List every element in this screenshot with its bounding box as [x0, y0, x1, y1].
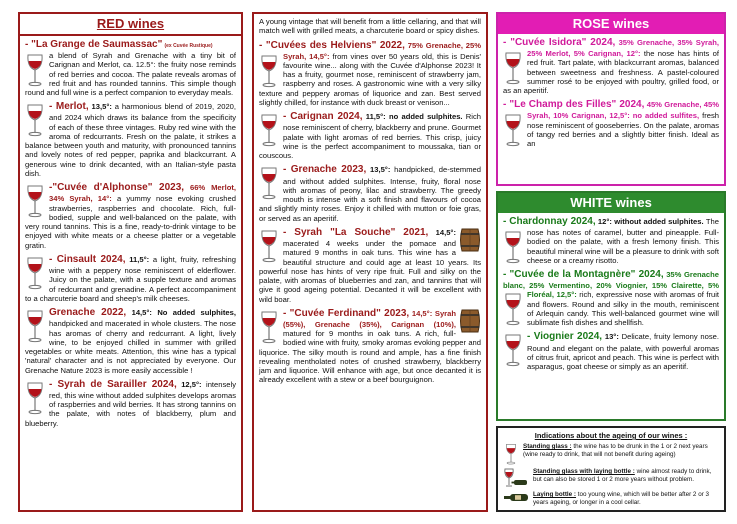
wine-suffix: 14,5°: No added sulphites, [131, 308, 236, 318]
wine-description: the nose has hints of red fruit. Tart palate, with blackcurrant aromas, balanced between sweetness and freshness. A pastel-coloured summer rosé to be enjoyed with poultry, grilled food, or as an aperitif. [503, 49, 719, 96]
wine-suffix: 35% Grenache, 35% Syrah, 25% Merlot, 5% Carignan, 12°: [527, 37, 719, 59]
wine-glass-icon [503, 333, 523, 367]
wine-entry [25, 379, 236, 428]
wine-name: - "Cuvées des Helviens" 2022, [259, 39, 405, 51]
oak-barrel-icon [459, 227, 481, 253]
wine-name: -"Cuvée d'Alphonse" 2023, [49, 182, 185, 194]
wine-glass-icon [259, 113, 279, 147]
wine-description: a blend of Syrah and Grenache with a tiny bit of Carignan and Merlot, ca. 12.5°: the fruity nose reminds of red berries and cocoa. The palate reveals aromas of red fruit and has rounded tannins. This simple though round and full wine is a perfect companion to everyday meals. [25, 51, 236, 98]
wine-description: fresh nose reminiscent of gooseberries. On the palate, aromas of tangy red berries and a slightly bitter finish. Ideal as an [527, 111, 719, 149]
wine-glass-icon [25, 184, 45, 218]
legend-row [503, 468, 719, 488]
wine-name: - Viognier 2024, [527, 331, 603, 343]
legend-text: the wine has to be drunk in the 1 or 2 next years (wine ready to drink, that will not benefit during ageing) [523, 443, 708, 458]
wine-name: - "Cuvée Isidora" 2024, [503, 36, 616, 48]
wine-description: intensely red, this wine without added sulphites develops aromas of raspberries and wild berries. It has strong tannins on the palate, with notes of blackberry, plum and blueberry. [25, 379, 236, 428]
wine-suffix: 45% Grenache, 45% Syrah, 10% Carignan, 12,5°: no added sulfites, [527, 100, 719, 121]
wine-suffix: 13°: [604, 332, 619, 342]
wine-entry [25, 307, 236, 375]
wine-name: - Chardonnay 2024, [503, 215, 596, 227]
wine-intro-text: A young vintage that will benefit from a little cellaring, and that will match well with grilled meats, a charcuterie board or spicy dishes. [259, 17, 481, 36]
wine-glass-icon [25, 103, 45, 137]
red-wines-header: RED wines [20, 14, 241, 36]
wine-glass-icon [503, 51, 523, 85]
wine-glass-icon [503, 443, 519, 465]
wine-description: macerated 4 weeks under the pomace and matured 9 months in oak tuns. This wine has a beautiful structure and could age at least 10 years. Its powerful nose has hints of very ripe fruit. Full and silky on the palate, with aromas of blueberries and zan, and tannins that will give it good ageing potential. Decanted it will be excellent with wild boar. [259, 239, 481, 304]
wine-glass-icon [25, 53, 45, 87]
legend-row [503, 491, 719, 506]
wine-description: matured for 9 months in oak tuns. A rich, full-bodied wine with fruity, smoky aromas evoking pepper and liquorice. The silky mouth is round and ample, has a fine finish revealing mentholated notes of crushed strawberry, blackberry jam and liquorice. Will enhance with age, but once decanted it is already excellent with a stew or a beef bourguignon. [259, 329, 481, 385]
wine-description: Delicate, fruity lemony nose. Round and elegant on the palate, with powerful aromas of citrus fruit, apricot and peach. This wine is perfect with asparagus, goat cheese or simply as an aperitif. [527, 332, 719, 372]
wine-entry [25, 101, 236, 178]
wine-suffix: (ex Cuvée Rustique) [164, 42, 213, 49]
wine-description: a light, fruity, refreshing wine with a peppery nose reminiscent of elderflower. Juicy on the palate, with a supple texture and aromas of redcurrant and grenadine. A perfect accompaniment to a charcuterie board and sheep's milk cheeses. [25, 254, 236, 303]
wine-entry [503, 99, 719, 148]
wine-entry [259, 111, 481, 160]
wine-description: The nose has notes of caramel, butter and pineapple. Full-bodied on the palate, with a fresh lemony finish. This beautiful mineral wine will be a pleasure to drink with soft cheese or a creamy risotto. [527, 216, 719, 265]
legend-row [503, 443, 719, 465]
wine-entry [259, 164, 481, 222]
wine-description: a harmonious blend of 2019, 2020, and 2024 which draws its balance from the specificity of each of these three vintages. Ruby red wine with the aroma of redcurrants. Fresh on the palate, it strikes a balance between youth and maturity, with pronounced tannins and lovely notes of red pepper, paprika and blackcurrant. A generous wine to drink decanted, with an Italian-style pasta dish. [25, 102, 236, 178]
wine-suffix: 11,5°: no added sulphites. [365, 112, 463, 122]
wine-glass-icon [503, 113, 523, 147]
wine-name: - Carignan 2024, [283, 111, 363, 123]
legend-text: wine almost ready to drink, but can also be stored 1 or 2 more years without problem. [533, 468, 712, 483]
wine-suffix: 12,5°: [181, 379, 202, 389]
wine-glass-icon [259, 310, 279, 344]
wine-entry [503, 331, 719, 371]
wine-glass-icon [503, 230, 523, 264]
wine-entry [503, 37, 719, 95]
wine-name: - Syrah "La Souche" 2021, [283, 226, 429, 238]
legend-label: Laying bottle : [533, 491, 577, 499]
wine-suffix: 13,5°: [91, 102, 112, 112]
wine-glass-icon [259, 166, 279, 200]
red-wines-continued-panel [252, 12, 488, 512]
wine-name: - Grenache 2023, [283, 164, 367, 176]
wine-glass-with-bottle-icon [503, 468, 529, 488]
wine-entry [503, 216, 719, 265]
wine-glass-icon [25, 381, 45, 415]
wine-glass-icon [503, 292, 523, 326]
wine-bottle-icon [503, 491, 529, 503]
wine-suffix: 75% Grenache, 25% Syrah, 14,5°: [283, 40, 481, 61]
legend-text: too young wine, which will be better after 2 or 3 years ageing, or longer in a cool cellar. [533, 491, 710, 506]
legend-label: Standing glass with laying bottle : [533, 468, 635, 476]
wine-name: - Cinsault 2024, [49, 253, 126, 265]
wine-description: a yummy nose evoking crushed strawberries, raspberries and chocolate. Rich, full-bodied, supple and well-balanced on the palate, with very round tannins. This is a fine, ready-to-drink vintage to be enjoyed with white meats or a cheese platter or a vegetable gratin. [25, 194, 236, 250]
red-wines-panel [18, 12, 243, 512]
wine-entry [25, 254, 236, 303]
wine-name: - "La Grange de Saumassac" [25, 38, 163, 50]
white-wines-panel [496, 191, 726, 421]
wine-name: Grenache 2022, [49, 307, 127, 319]
ageing-legend [496, 426, 726, 512]
wine-suffix: 35% Grenache blanc, 25% Vermentino, 20% Viognier, 15% Clairette, 5% Floréal, 12,5°: [503, 270, 719, 300]
wine-description: handpicked and macerated in whole clusters. The nose has aromas of cherry and redcurrant. A light, lively wine, to be enjoyed chilled in summer with grilled vegetables or white meats. Attention, this wine has a typical 'natural' character and is not appreciated by everyone. Our Grenache Nature 2023 is more easily accessible ! [25, 319, 236, 375]
wine-glass-icon [25, 309, 45, 343]
rose-wines-header: ROSE wines [498, 14, 724, 34]
legend-title: Indications about the ageing of our wines : [534, 431, 688, 440]
wine-name: - Syrah de Sarailler 2024, [49, 378, 177, 390]
wine-suffix: 13,5°: [370, 165, 391, 175]
wine-glass-icon [259, 54, 279, 88]
wine-suffix: 14,5°: [435, 227, 456, 237]
wine-entry [503, 269, 719, 327]
wine-description: Rich nose reminiscent of cherry, blackberry and prune. Gourmet palate with light aromas of red berries. This crisp, juicy wine is the perfect accompaniment to moussaka, tian or couscous. [259, 112, 481, 161]
wine-description: rich, expressive nose with aromas of fruit and flowers. Round and silky in the mouth, reminiscent of Arlequin candy. This well-balanced gourmet wine will sublimate fish dishes and shellfish. [527, 290, 719, 328]
wine-suffix: 11,5°: [129, 254, 150, 264]
wine-suffix: 12°: without added sulphites. [597, 216, 704, 226]
wine-entry [259, 308, 481, 385]
wine-name: - "Cuvée Ferdinand" 2023, [283, 307, 410, 319]
wine-entry [259, 40, 481, 108]
wine-glass-icon [25, 256, 45, 290]
wine-suffix: 14,5°: Syrah (55%), Grenache (35%), Carignan (10%), [283, 308, 456, 329]
rose-wines-panel [496, 12, 726, 186]
wine-description: from vines over 50 years old, this is Denis' favourite wine... along with the Cuvée d'Alphonse 2023! It has a fruity, gourmet nose, reminiscent of strawberry jam, raspberry and roses. A gastronomic wine with a very silky texture and peppery aromas of liquorice and zan. Best served slightly chilled, for instance with duck breast or venison... [259, 51, 481, 107]
legend-label: Standing glass : [523, 443, 572, 451]
wine-name: - "Cuvée de la Montagnère" 2024, [503, 269, 664, 281]
wine-description: handpicked, de-stemmed and without added sulphites. Intense, fruity, floral nose with aromas of peony, lilac and strawberry. The greedy mouth is intense with a soft finish and flavours of cocoa and slightly minty roses. Enjoy it chilled with mutton or foie gras, or served as an aperitif. [259, 165, 481, 223]
wine-name: - "Le Champ des Filles" 2024, [503, 99, 645, 111]
wine-name: - Merlot, [49, 101, 89, 113]
wine-entry [25, 182, 236, 250]
wine-glass-icon [259, 229, 279, 263]
white-wines-header: WHITE wines [498, 193, 724, 213]
wine-suffix: 66% Merlot, 34% Syrah, 14°: [49, 183, 236, 204]
oak-barrel-icon [459, 308, 481, 334]
wine-entry [25, 39, 236, 97]
wine-entry [259, 227, 481, 304]
